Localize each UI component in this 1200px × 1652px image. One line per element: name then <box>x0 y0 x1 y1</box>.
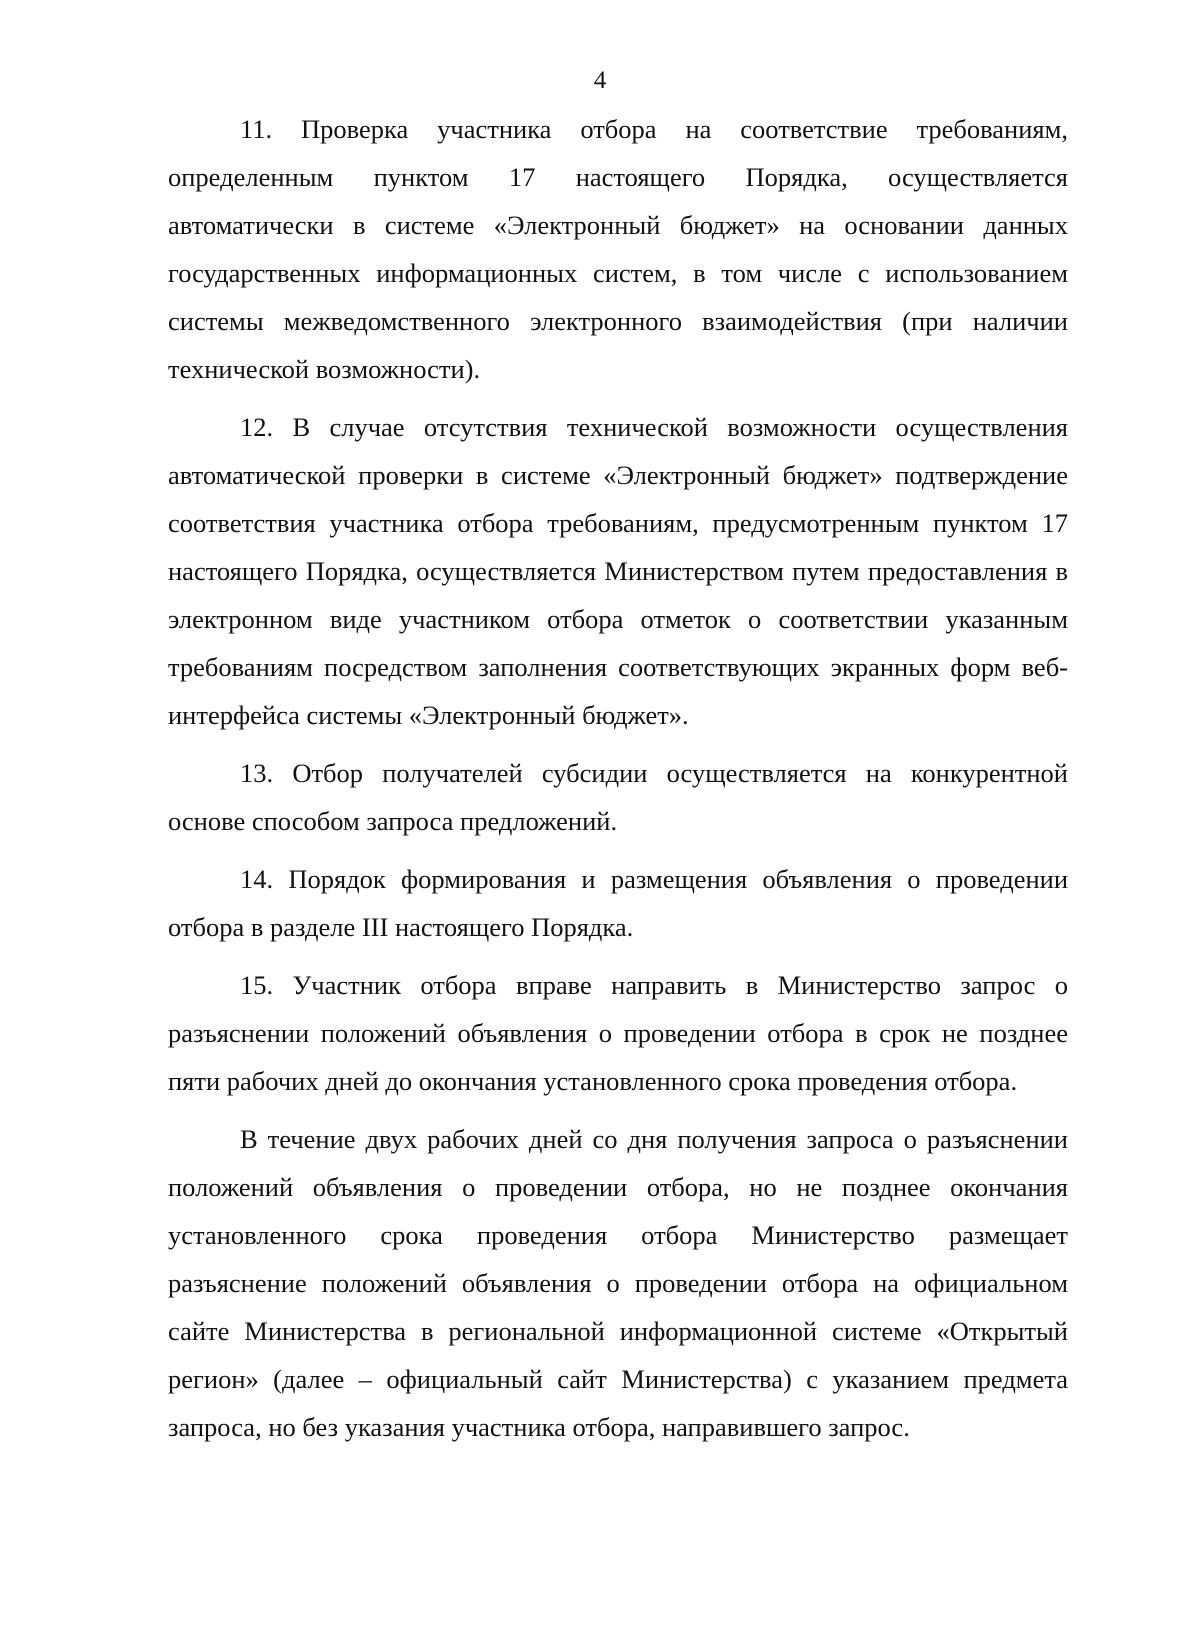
paragraph-13: 13. Отбор получателей субсидии осуществляется на конкурентной основе способом запроса предложений. <box>168 758 1068 836</box>
paragraph-15-continuation: В течение двух рабочих дней со дня получения запроса о разъяснении положений объявления о проведении отбора, но не позднее окончания установленного срока проведения отбора Министерство размещает разъяснение положений объявления о проведении отбора на официальном сайте Министерства в региональной информационной системе «Открытый регион» (далее – официальный сайт Министерства) с указанием предмета запроса, но без указания участника отбора, направившего запрос. <box>168 1124 1068 1442</box>
paragraph-14: 14. Порядок формирования и размещения объявления о проведении отбора в разделе III настоящего Порядка. <box>168 864 1068 942</box>
document-body <box>168 105 1068 1461</box>
paragraph-12: 12. В случае отсутствия технической возможности осуществления автоматической проверки в системе «Электронный бюджет» подтверждение соответствия участника отбора требованиям, предусмотренным пунктом 17 настоящего Порядка, осуществляется Министерством путем предоставления в электронном виде участником отбора отметок о соответствии указанным требованиям посредством заполнения соответствующих экранных форм веб-интерфейса системы «Электронный бюджет». <box>168 412 1068 730</box>
page-number: 4 <box>593 67 607 94</box>
paragraph-15: 15. Участник отбора вправе направить в Министерство запрос о разъяснении положений объявления о проведении отбора в срок не позднее пяти рабочих дней до окончания установленного срока проведения отбора. <box>168 970 1068 1096</box>
paragraph-11: 11. Проверка участника отбора на соответствие требованиям, определенным пунктом 17 настоящего Порядка, осуществляется автоматически в системе «Электронный бюджет» на основании данных государственных информационных систем, в том числе с использованием системы межведомственного электронного взаимодействия (при наличии технической возможности). <box>168 114 1068 384</box>
